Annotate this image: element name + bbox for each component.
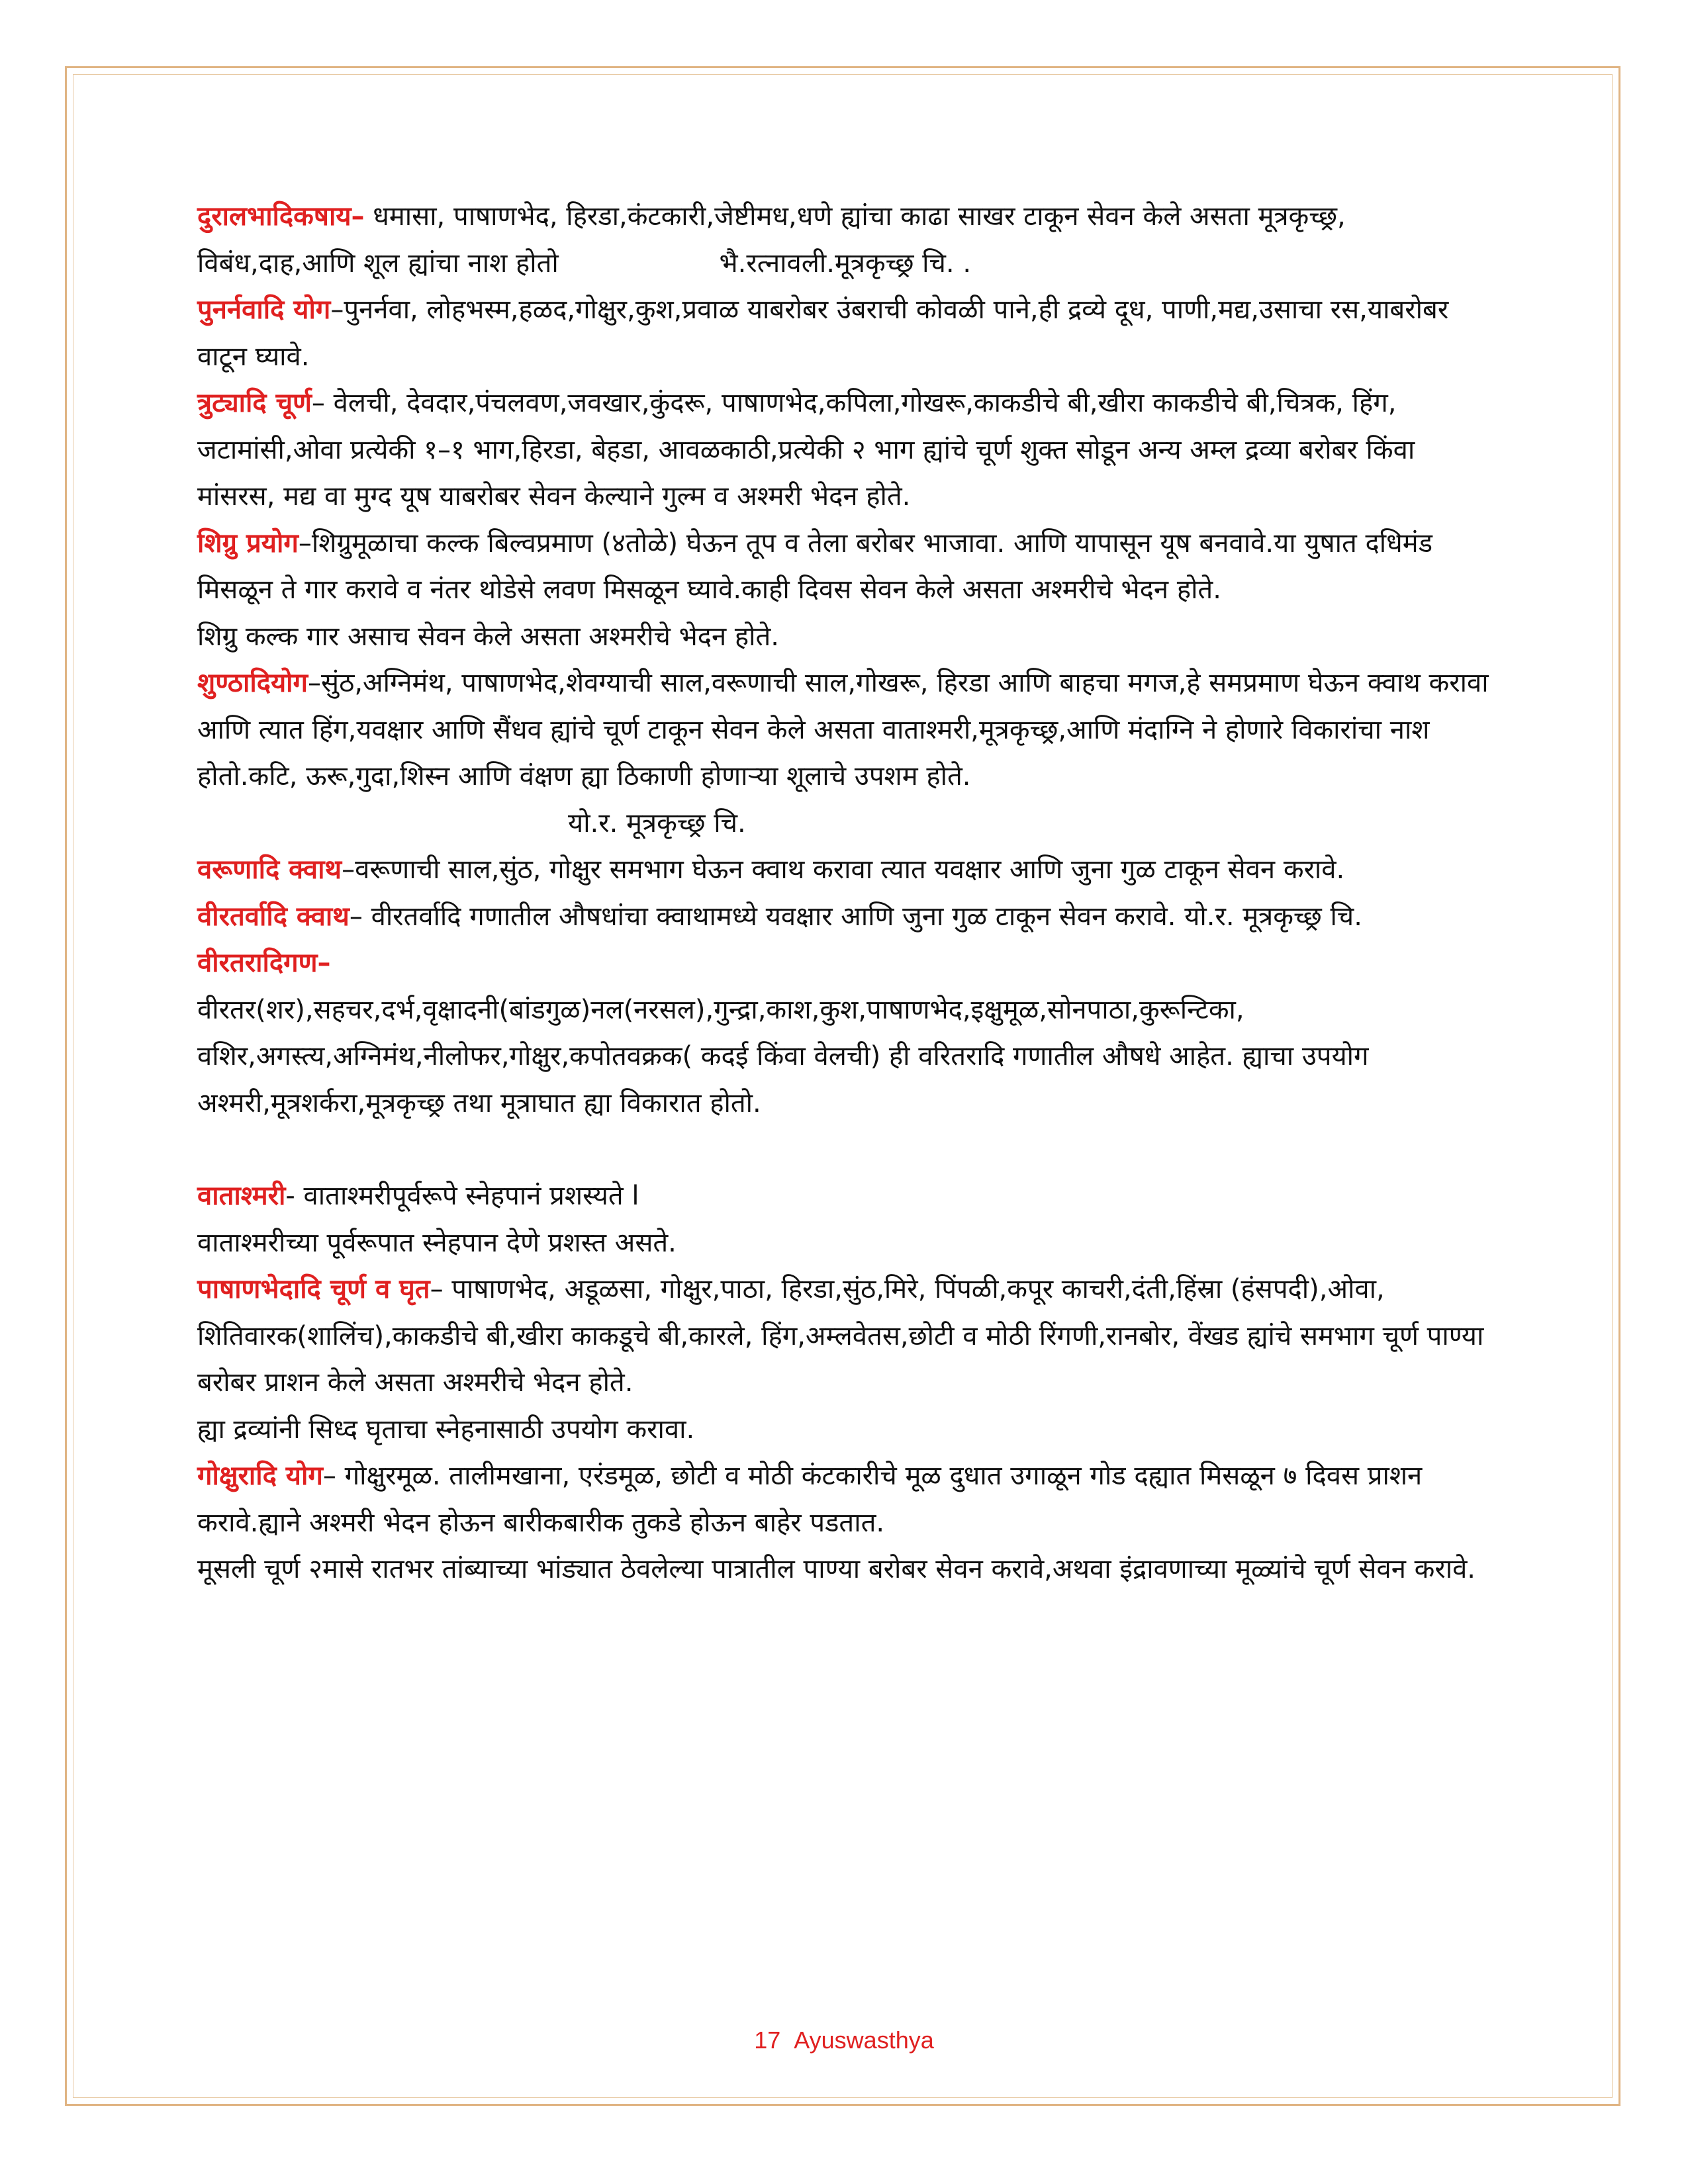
paragraph-pashanabhedadi	[197, 1266, 1495, 1406]
paragraph-gokshuradi	[197, 1453, 1495, 1546]
heading-trutyadi: त्रुट्यादि चूर्ण	[197, 388, 312, 418]
paragraph-vatashmari	[197, 1173, 1495, 1220]
heading-shunthadi: शुण्ठादियोग	[197, 668, 308, 698]
text-varunadi: –वरूणाची साल,सुंठ, गोक्षुर समभाग घेऊन क्वाथ करावा त्यात यवक्षार आणि जुना गुळ टाकून सेवन करावे.	[342, 854, 1345, 885]
paragraph-trutyadi	[197, 380, 1495, 520]
text-pashanabhedadi: – पाषाणभेद, अडूळसा, गोक्षुर,पाठा, हिरडा,सुंठ,मिरे, पिंपळी,कपूर काचरी,दंती,हिंस्रा (हंसपदी),ओवा, शितिवारक(शालिंच),काकडीचे बी,खीरा काकडूचे बी,कारले, हिंग,अम्लवेतस,छोटी व मोठी रिंगणी,रानबोर, वेंखड ह्यांचे समभाग चूर्ण पाण्या बरोबर प्राशन केले असता अश्मरीचे भेदन होते.	[197, 1274, 1484, 1398]
paragraph-punarnavadi	[197, 287, 1495, 380]
text-veeratarvadi: – वीरतर्वादि गणातील औषधांचा क्वाथामध्ये यवक्षार आणि जुना गुळ टाकून सेवन करावे. यो.र. मूत्रकृच्छ्र चि.	[349, 901, 1362, 932]
text-ghrita-use: ह्या द्रव्यांनी सिध्द घृताचा स्नेहनासाठी उपयोग करावा.	[197, 1414, 695, 1445]
reference-yogaratnakar-1: यो.र. मूत्रकृच्छ्र चि.	[568, 807, 746, 839]
paragraph-shigru	[197, 520, 1495, 614]
paragraph-ghrita-use	[197, 1406, 1495, 1453]
page-number: 17	[754, 2026, 781, 2054]
paragraph-gap	[197, 1126, 1495, 1173]
heading-shigru: शिग्रु प्रयोग	[197, 527, 299, 559]
text-duralabhadi: धमासा, पाषाणभेद, हिरडा,कंटकारी,जेष्टीमध,धणे ह्यांचा काढा साखर टाकून सेवन केले असता मूत्रकृच्छ्र, विबंध,दाह,आणि शूल ह्यांचा नाश होतो	[197, 201, 1346, 279]
text-musali: मूसली चूर्ण २मासे रातभर तांब्याच्या भांड्यात ठेवलेल्या पात्रातील पाण्या बरोबर सेवन करावे,अथवा इंद्रावणाच्या मूळ्यांचे चूर्ण सेवन करावे.	[197, 1554, 1476, 1584]
heading-veeratara-gana: वीरतरादिगण–	[197, 948, 331, 978]
text-shigru: –शिग्रुमूळाचा कल्क बिल्वप्रमाण (४तोळे) घेऊन तूप व तेला बरोबर भाजावा. आणि यापासून यूष बनवावे.या युषात दधिमंड मिसळून ते गार करावे व नंतर थोडेसे लवण मिसळून घ्यावे.काही दिवस सेवन केले असता अश्मरीचे भेदन होते.	[197, 527, 1433, 605]
heading-gokshuradi: गोक्षुरादि योग	[197, 1461, 323, 1491]
text-gokshuradi: – गोक्षुरमूळ. तालीमखाना, एरंडमूळ, छोटी व मोठी कंटकारीचे मूळ दुधात उगाळून गोड दह्यात मिसळून ७ दिवस प्राशन करावे.ह्याने अश्मरी भेदन होऊन बारीकबारीक तुकडे होऊन बाहेर पडतात.	[197, 1461, 1423, 1538]
heading-duralabhadi: दुरालभादिकषाय–	[197, 201, 365, 232]
paragraph-vatashmari-explanation	[197, 1220, 1495, 1267]
heading-punarnavadi: पुनर्नवादि योग	[197, 295, 331, 325]
paragraph-veeratarvadi	[197, 893, 1495, 940]
paragraph-varunadi	[197, 846, 1495, 893]
text-shigru-kalka: शिग्रु कल्क गार असाच सेवन केले असता अश्मरीचे भेदन होते.	[197, 621, 779, 652]
text-punarnavadi: –पुनर्नवा, लोहभस्म,हळद,गोक्षुर,कुश,प्रवाळ याबरोबर उंबराची कोवळी पाने,ही द्रव्ये दूध, पाणी,मद्य,उसाचा रस,याबरोबर वाटून घ्यावे.	[197, 295, 1449, 372]
text-vatashmari-explanation: वाताश्मरीच्या पूर्वरूपात स्नेहपान देणे प्रशस्त असते.	[197, 1227, 677, 1258]
page-footer	[0, 2026, 1688, 2054]
document-body	[197, 193, 1495, 1593]
text-trutyadi: – वेलची, देवदार,पंचलवण,जवखार,कुंदरू, पाषाणभेद,कपिला,गोखरू,काकडीचे बी,खीरा काकडीचे बी,चित्रक, हिंग, जटामांसी,ओवा प्रत्येकी १–१ भाग,हिरडा, बेहडा, आवळकाठी,प्रत्येकी २ भाग ह्यांचे चूर्ण शुक्त सोडून अन्य अम्ल द्रव्या बरोबर किंवा मांसरस, मद्य वा मुग्द यूष याबरोबर सेवन केल्याने गुल्म व अश्मरी भेदन होते.	[197, 388, 1415, 512]
heading-vatashmari: वाताश्मरी	[197, 1181, 286, 1211]
reference-bhaishajya-ratnavali: भै.रत्नावली.मूत्रकृच्छ्र चि. .	[719, 248, 972, 279]
text-vatashmari: - वाताश्मरीपूर्वरूपे स्नेहपानं प्रशस्यते l	[285, 1181, 639, 1211]
heading-pashanabhedadi: पाषाणभेदादि चूर्ण व घृत	[197, 1274, 430, 1304]
heading-varunadi: वरूणादि क्वाथ	[197, 854, 342, 885]
paragraph-shunthadi	[197, 660, 1495, 846]
paragraph-veeratara-gana-heading	[197, 940, 1495, 987]
footer-brand: Ayuswasthya	[794, 2026, 934, 2054]
paragraph-musali	[197, 1546, 1495, 1593]
heading-veeratarvadi: वीरतर्वादि क्वाथ	[197, 901, 350, 932]
paragraph-shigru-kalka	[197, 614, 1495, 660]
paragraph-veeratara-gana	[197, 987, 1495, 1127]
text-shunthadi: –सुंठ,अग्निमंथ, पाषाणभेद,शेवग्याची साल,वरूणाची साल,गोखरू, हिरडा आणि बाहचा मगज,हे समप्रमाण घेऊन क्वाथ करावा आणि त्यात हिंग,यवक्षार आणि सैंधव ह्यांचे चूर्ण टाकून सेवन केले असता वाताश्मरी,मूत्रकृच्छ्र,आणि मंदाग्नि ने होणारे विकारांचा नाश होतो.कटि, ऊरू,गुदा,शिस्न आणि वंक्षण ह्या ठिकाणी होणाऱ्या शूलाचे उपशम होते.	[197, 668, 1489, 792]
paragraph-duralabhadi	[197, 193, 1495, 287]
text-veeratara-gana: वीरतर(शर),सहचर,दर्भ,वृक्षादनी(बांडगुळ)नल(नरसल),गुन्द्रा,काश,कुश,पाषाणभेद,इक्षुमूळ,सोनपाठा,कुरून्टिका, वशिर,अगस्त्य,अग्निमंथ,नीलोफर,गोक्षुर,कपोतवक्रक( कदई किंवा वेलची) ही वरितरादि गणातील औषधे आहेत. ह्याचा उपयोग अश्मरी,मूत्रशर्करा,मूत्रकृच्छ्र तथा मूत्राघात ह्या विकारात होतो.	[197, 994, 1369, 1118]
